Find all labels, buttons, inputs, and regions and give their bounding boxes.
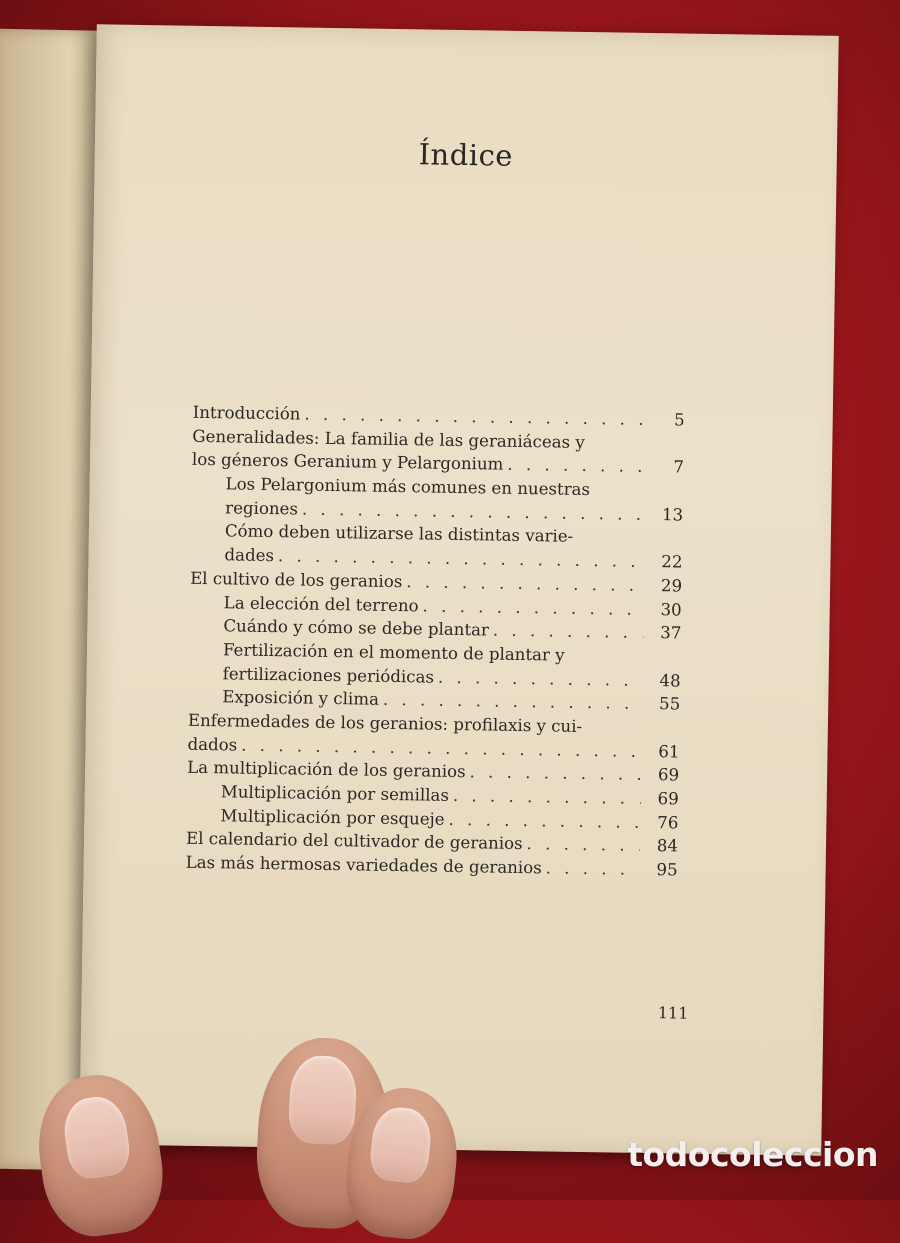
toc-page-number: 37	[660, 623, 682, 643]
leader-dots	[469, 761, 641, 787]
watermark-logo: todocoleccion	[627, 1135, 878, 1174]
toc-entry: Exposición y clima . . . 55	[188, 685, 680, 716]
toc-entry: Generalidades: La familia de las geraniáceas y	[192, 426, 585, 452]
toc-page-number: 61	[658, 741, 680, 762]
toc-entry: Introducción . . . 5	[193, 401, 685, 432]
page-title: Índice	[418, 137, 514, 173]
leader-dots	[493, 619, 644, 645]
toc-entry: dados . . . 61	[187, 732, 679, 763]
toc-page-number: 76	[657, 812, 679, 833]
toc-page-number: 55	[658, 694, 681, 714]
toc-page-number: 84	[656, 836, 679, 856]
leader-dots	[422, 594, 643, 621]
fingernail	[287, 1054, 358, 1145]
toc-page-number: 5	[673, 410, 685, 430]
book-page	[79, 24, 839, 1156]
toc-page-number: 30	[660, 599, 682, 619]
toc-entry: Cuándo y cómo se debe plantar . . . 37	[189, 614, 681, 645]
fingernail	[368, 1105, 433, 1185]
toc-entry: regiones . . . 13	[191, 496, 683, 527]
toc-entry: Multiplicación por semillas . . . 69	[187, 780, 679, 811]
toc-entry: El calendario del cultivador de geranios . . . 84	[186, 827, 678, 858]
leader-dots	[545, 856, 639, 881]
toc-entry: Fertilización en el momento de plantar y	[222, 640, 565, 665]
toc-entry: Multiplicación por esqueje . . . 76	[186, 803, 678, 834]
toc-page-number: 29	[660, 575, 683, 596]
leader-dots	[507, 453, 646, 479]
toc-entry: Cómo deben utilizarse las distintas varie-	[224, 521, 574, 547]
toc-entry: La multiplicación de los geranios . . . 69	[187, 756, 679, 787]
toc-entry: La elección del terreno . . . 30	[190, 590, 682, 621]
leader-dots	[438, 665, 643, 692]
leader-dots	[448, 808, 640, 835]
toc-entry: dades . . . 22	[190, 543, 682, 574]
toc-page-number: 69	[657, 765, 680, 785]
leader-dots	[453, 784, 641, 811]
toc-entry: los géneros Geranium y Pelargonium . . . 7	[192, 448, 684, 479]
table-of-contents	[185, 401, 684, 882]
toc-entry: Los Pelargonium más comunes en nuestras	[225, 474, 591, 500]
toc-entry: Las más hermosas variedades de geranios . . . 95	[185, 851, 677, 882]
toc-page-number: 69	[657, 789, 679, 809]
toc-page-number: 48	[659, 670, 681, 691]
page-number: 111	[657, 1003, 689, 1023]
toc-entry: fertilizaciones periódicas . . . 48	[188, 661, 680, 692]
toc-page-number: 22	[661, 552, 683, 572]
toc-page-number: 95	[656, 860, 678, 880]
toc-entry: Enfermedades de los geranios: profilaxis y cui-	[187, 710, 583, 736]
toc-page-number: 13	[661, 504, 684, 525]
leader-dots	[526, 832, 640, 857]
toc-entry: El cultivo de los geranios . . . 29	[190, 567, 682, 598]
toc-page-number: 7	[673, 457, 685, 477]
fingernail	[60, 1093, 133, 1181]
